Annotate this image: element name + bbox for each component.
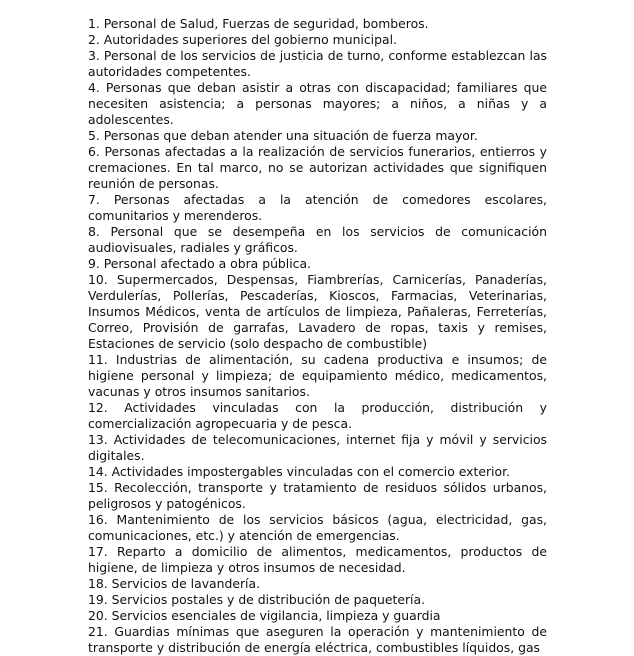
list-item: 12. Actividades vinculadas con la producción, distribución y comercialización agropecuaria y de pesca. xyxy=(88,400,547,431)
list-item: 2. Autoridades superiores del gobierno municipal. xyxy=(88,32,397,47)
list-item: 1. Personal de Salud, Fuerzas de seguridad, bomberos. xyxy=(88,16,429,31)
list-item: 9. Personal afectado a obra pública. xyxy=(88,256,312,271)
list-item: 20. Servicios esenciales de vigilancia, limpieza y guardia xyxy=(88,608,441,623)
list-item: 21. Guardias mínimas que aseguren la operación y mantenimiento de transporte y distribución de energía eléctrica, combustibles líquidos, gas xyxy=(88,624,547,655)
list-item: 17. Reparto a domicilio de alimentos, medicamentos, productos de higiene, de limpieza y otros insumos de necesidad. xyxy=(88,544,547,575)
list-item: 18. Servicios de lavandería. xyxy=(88,576,261,591)
list-item: 16. Mantenimiento de los servicios básicos (agua, electricidad, gas, comunicaciones, etc.) y atención de emergencias. xyxy=(88,512,547,543)
list-item: 15. Recolección, transporte y tratamiento de residuos sólidos urbanos, peligrosos y patogénicos. xyxy=(88,480,547,511)
list-item: 10. Supermercados, Despensas, Fiambrerías, Carnicerías, Panaderías, Verdulerías, Pollerías, Pescaderías, Kioscos, Farmacias, Veterinarias, Insumos Médicos, venta de artículos de limpieza, Pañaleras, Ferreterías, Correo, Provisión de garrafas, Lavadero de ropas, taxis y remises, Estaciones de servicio (solo despacho de combustible) xyxy=(88,272,547,351)
list-item: 6. Personas afectadas a la realización de servicios funerarios, entierros y cremaciones. En tal marco, no se autorizan actividades que signifiquen reunión de personas. xyxy=(88,144,547,191)
list-item: 4. Personas que deban asistir a otras con discapacidad; familiares que necesiten asistencia; a personas mayores; a niños, a niñas y a adolescentes. xyxy=(88,80,547,127)
document-page xyxy=(88,16,547,656)
list-item: 19. Servicios postales y de distribución de paquetería. xyxy=(88,592,426,607)
list-item: 8. Personal que se desempeña en los servicios de comunicación audiovisuales, radiales y gráficos. xyxy=(88,224,547,255)
list-item: 5. Personas que deban atender una situación de fuerza mayor. xyxy=(88,128,478,143)
list-item: 13. Actividades de telecomunicaciones, internet fija y móvil y servicios digitales. xyxy=(88,432,547,463)
list-item: 11. Industrias de alimentación, su cadena productiva e insumos; de higiene personal y limpieza; de equipamiento médico, medicamentos, vacunas y otros insumos sanitarios. xyxy=(88,352,547,399)
list-item: 3. Personal de los servicios de justicia de turno, conforme establezcan las autoridades competentes. xyxy=(88,48,547,79)
list-item: 7. Personas afectadas a la atención de comedores escolares, comunitarios y merenderos. xyxy=(88,192,547,223)
list-item: 14. Actividades impostergables vinculadas con el comercio exterior. xyxy=(88,464,510,479)
